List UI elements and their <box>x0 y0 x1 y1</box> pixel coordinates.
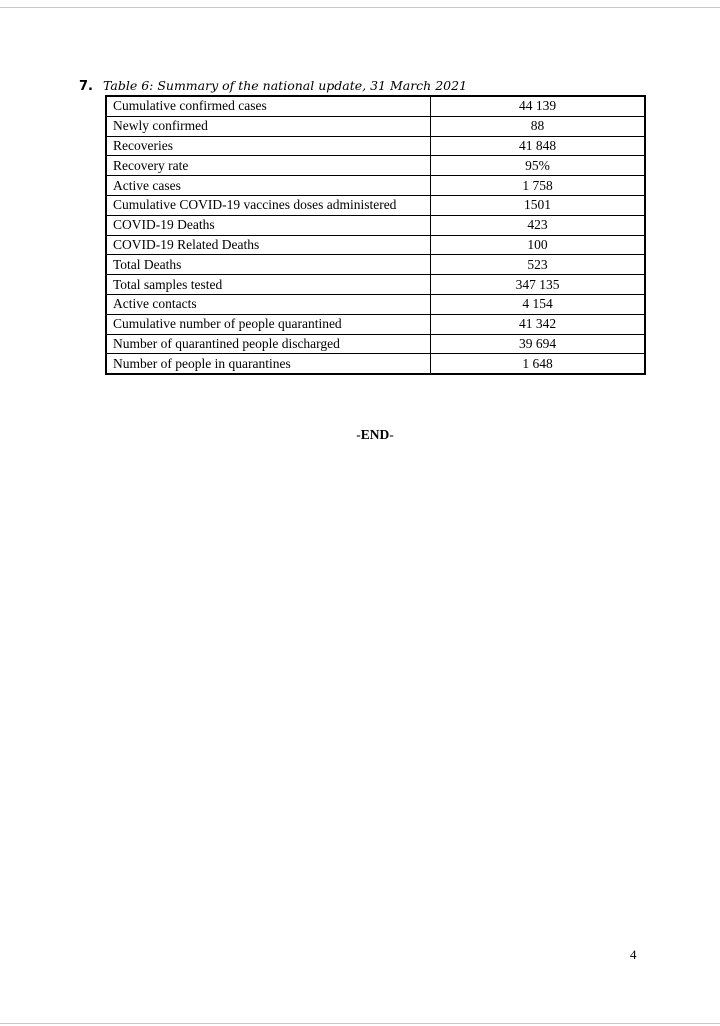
row-label: COVID-19 Deaths <box>106 215 431 235</box>
table-row <box>106 275 645 295</box>
row-label: Cumulative number of people quarantined <box>106 314 431 334</box>
table-row <box>106 235 645 255</box>
section-number: 7. <box>79 79 93 94</box>
table-row <box>106 215 645 235</box>
row-label: Newly confirmed <box>106 116 431 136</box>
row-value: 100 <box>431 235 646 255</box>
table-row <box>106 195 645 215</box>
table-row <box>106 354 645 374</box>
row-label: Total Deaths <box>106 255 431 275</box>
row-value: 423 <box>431 215 646 235</box>
table-row <box>106 334 645 354</box>
row-label: Cumulative confirmed cases <box>106 96 431 116</box>
row-value: 39 694 <box>431 334 646 354</box>
table-row <box>106 294 645 314</box>
row-label: Cumulative COVID-19 vaccines doses administered <box>106 195 431 215</box>
table-row <box>106 314 645 334</box>
row-value: 523 <box>431 255 646 275</box>
row-value: 88 <box>431 116 646 136</box>
row-value: 1501 <box>431 195 646 215</box>
row-label: Active cases <box>106 176 431 196</box>
row-value: 1 648 <box>431 354 646 374</box>
row-label: Number of people in quarantines <box>106 354 431 374</box>
end-text: END <box>360 427 390 442</box>
section-heading <box>79 77 467 95</box>
row-value: 4 154 <box>431 294 646 314</box>
row-value: 41 342 <box>431 314 646 334</box>
row-label: Active contacts <box>106 294 431 314</box>
page-bottom-edge <box>0 1023 720 1024</box>
page-number: 4 <box>630 947 637 962</box>
table-row <box>106 116 645 136</box>
end-dash-left: - <box>356 427 361 442</box>
row-label: Number of quarantined people discharged <box>106 334 431 354</box>
page-top-edge <box>0 7 720 8</box>
row-value: 41 848 <box>431 136 646 156</box>
table-caption: Table 6: Summary of the national update, 31 March 2021 <box>103 78 468 93</box>
summary-table <box>105 95 646 375</box>
table-row <box>106 156 645 176</box>
row-value: 1 758 <box>431 176 646 196</box>
row-label: COVID-19 Related Deaths <box>106 235 431 255</box>
row-value: 95% <box>431 156 646 176</box>
row-value: 347 135 <box>431 275 646 295</box>
table-row <box>106 255 645 275</box>
end-dash-right: - <box>389 427 394 442</box>
row-value: 44 139 <box>431 96 646 116</box>
end-marker <box>0 426 720 444</box>
table-row <box>106 136 645 156</box>
row-label: Recoveries <box>106 136 431 156</box>
table-row <box>106 96 645 116</box>
row-label: Total samples tested <box>106 275 431 295</box>
table-row <box>106 176 645 196</box>
row-label: Recovery rate <box>106 156 431 176</box>
